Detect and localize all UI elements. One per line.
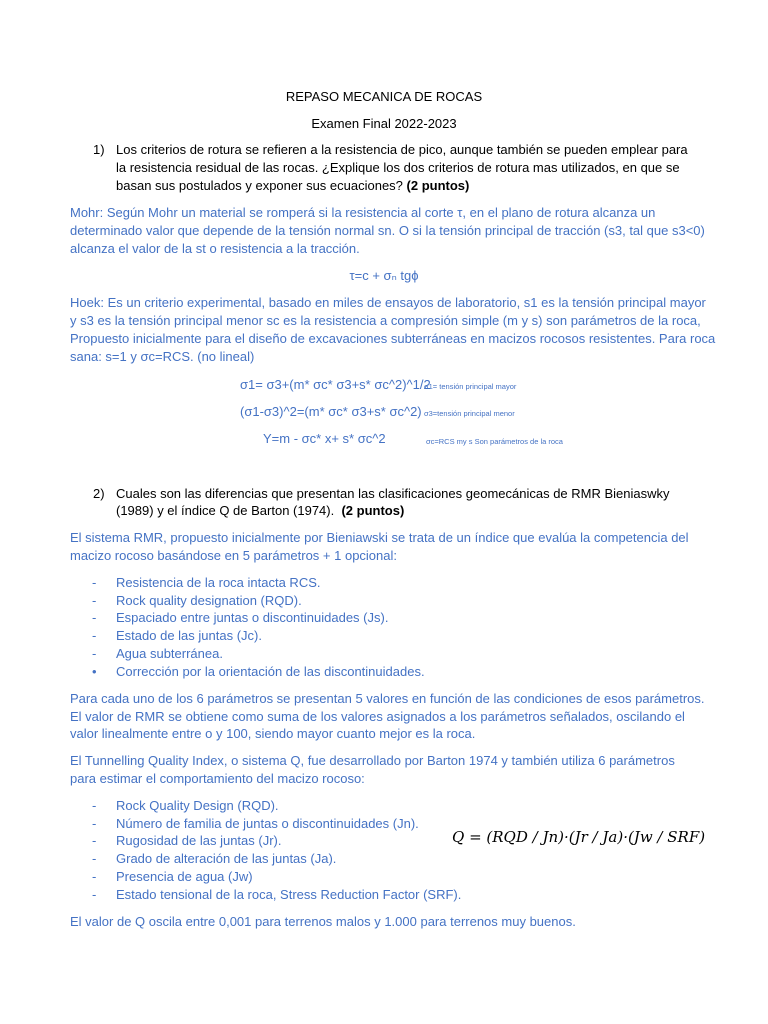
question-2-line — [116, 502, 404, 520]
list-bullet: - — [92, 610, 97, 625]
hoek-equation-3: Y=m - σc* x+ s* σc^2 — [263, 431, 386, 446]
list-bullet: - — [92, 869, 97, 884]
list-bullet: - — [92, 851, 97, 866]
rmr-intro-line: El sistema RMR, propuesto inicialmente por Bieniawski se trata de un índice que evalúa la competencia del — [70, 530, 689, 545]
document-subtitle: Examen Final 2022-2023 — [311, 116, 457, 131]
question-1-line: la resistencia residual de las rocas. ¿Explique los dos criterios de rotura mas utilizados, en que se — [116, 160, 680, 175]
rmr-paragraph-line: valor linealmente entre o y 100, siendo mayor cuanto mejor es la roca. — [70, 726, 476, 741]
q-list-item: Rugosidad de las juntas (Jr). — [116, 833, 282, 848]
q-list-item: Grado de alteración de las juntas (Ja). — [116, 851, 337, 866]
rmr-list-item: Resistencia de la roca intacta RCS. — [116, 575, 321, 590]
hoek-equation-3-note: σc=RCS my s Son parámetros de la roca — [426, 437, 563, 446]
question-2-text: (1989) y el índice Q de Barton (1974). — [116, 503, 335, 518]
rmr-list-item: Estado de las juntas (Jc). — [116, 628, 262, 643]
rmr-list-item: Espaciado entre juntas o discontinuidades (Js). — [116, 610, 389, 625]
hoek-equation-2-note: σ3=tensión principal menor — [424, 409, 515, 418]
list-bullet: - — [92, 816, 97, 831]
hoek-paragraph-line: sana: s=1 y σc=RCS. (no lineal) — [70, 349, 255, 364]
rmr-paragraph-line: Para cada uno de los 6 parámetros se presentan 5 valores en función de las condiciones de esos parámetros. — [70, 691, 705, 706]
hoek-equation-2: (σ1-σ3)^2=(m* σc* σ3+s* σc^2) — [240, 404, 422, 419]
rmr-list-item: Corrección por la orientación de las discontinuidades. — [116, 664, 425, 679]
rmr-list-item: Agua subterránea. — [116, 646, 223, 661]
q-intro-line: El Tunnelling Quality Index, o sistema Q, fue desarrollado por Barton 1974 y también utiliza 6 parámetros — [70, 753, 675, 768]
q-formula: Q = (RQD / Jn)·(Jr / Ja)·(Jw / SRF) — [452, 828, 706, 846]
question-1-line — [116, 177, 469, 195]
rmr-paragraph-line: El valor de RMR se obtiene como suma de los valores asignados a los parámetros señalados, oscilando el — [70, 709, 685, 724]
mohr-paragraph-line: alcanza el valor de la st o resistencia a la tracción. — [70, 241, 360, 256]
hoek-equation-1-note: σ1= tensión principal mayor — [424, 382, 517, 391]
question-2-number: 2) — [93, 486, 105, 501]
question-2-points: (2 puntos) — [341, 503, 405, 518]
list-bullet: - — [92, 646, 97, 661]
q-list-item: Número de familia de juntas o discontinuidades (Jn). — [116, 816, 419, 831]
q-closing-text: El valor de Q oscila entre 0,001 para terrenos malos y 1.000 para terrenos muy buenos. — [70, 914, 576, 929]
list-bullet: - — [92, 833, 97, 848]
question-1-text: basan sus postulados y exponer sus ecuaciones? — [116, 178, 403, 193]
q-intro-line: para estimar el comportamiento del macizo rocoso: — [70, 771, 365, 786]
hoek-equation-1: σ1= σ3+(m* σc* σ3+s* σc^2)^1/2 — [240, 377, 431, 392]
hoek-paragraph-line: Propuesto inicialmente para el diseño de excavaciones subterráneas en macizos rocosos resistentes. Para roca — [70, 331, 716, 346]
rmr-intro-line: macizo rocoso basándose en 5 parámetros + 1 opcional: — [70, 548, 397, 563]
list-bullet: - — [92, 798, 97, 813]
q-list-item: Presencia de agua (Jw) — [116, 869, 253, 884]
mohr-paragraph-line: Mohr: Según Mohr un material se romperá si la resistencia al corte τ, en el plano de rotura alcanza un — [70, 205, 656, 220]
list-bullet: - — [92, 628, 97, 643]
document-title: REPASO MECANICA DE ROCAS — [285, 89, 483, 104]
question-2-line: Cuales son las diferencias que presentan las clasificaciones geomecánicas de RMR Bieniaswky — [116, 486, 670, 501]
list-bullet: • — [92, 664, 97, 679]
list-bullet: - — [92, 575, 97, 590]
list-bullet: - — [92, 593, 97, 608]
q-list-item: Estado tensional de la roca, Stress Reduction Factor (SRF). — [116, 887, 462, 902]
question-1-number: 1) — [93, 142, 105, 157]
question-1-points: (2 puntos) — [406, 178, 470, 193]
hoek-paragraph-line: y s3 es la tensión principal menor sc es la resistencia a compresión simple (m y s) son parámetros de la roca, — [70, 313, 701, 328]
hoek-paragraph-line: Hoek: Es un criterio experimental, basado en miles de ensayos de laboratorio, s1 es la tensión principal mayor — [70, 295, 706, 310]
mohr-paragraph-line: determinado valor que depende de la tensión normal sn. O si la tensión principal de tracción (s3, tal que s3<0) — [70, 223, 705, 238]
mohr-formula: τ=c + σₙ tgϕ — [349, 268, 419, 283]
list-bullet: - — [92, 887, 97, 902]
question-1-line: Los criterios de rotura se refieren a la resistencia de pico, aunque también se pueden emplear para — [116, 142, 688, 157]
rmr-list-item: Rock quality designation (RQD). — [116, 593, 302, 608]
q-list-item: Rock Quality Design (RQD). — [116, 798, 279, 813]
